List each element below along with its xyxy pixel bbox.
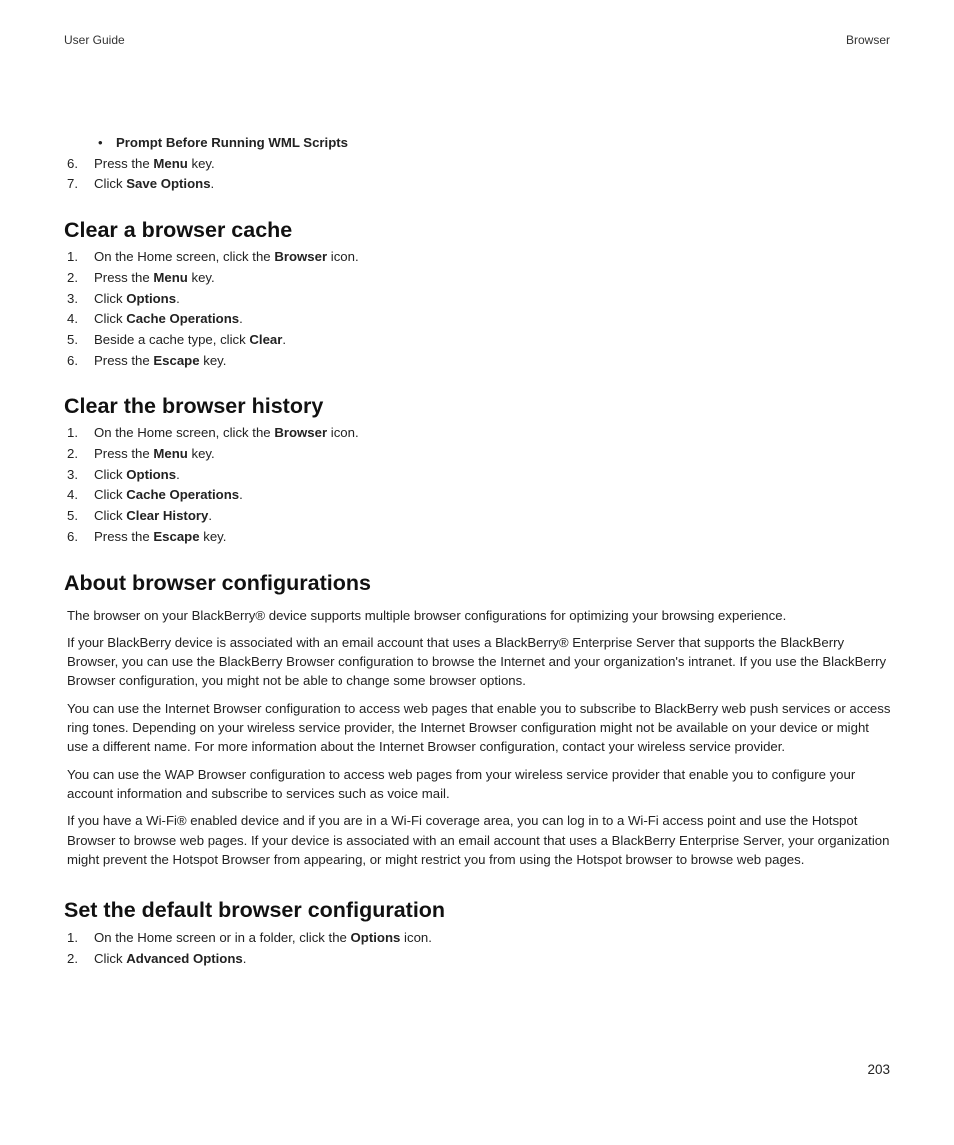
section-title-clear-history: Clear the browser history xyxy=(64,394,324,419)
continued-steps-list xyxy=(64,133,892,195)
list-item: 1. On the Home screen or in a folder, click the Options icon. xyxy=(67,930,432,946)
clear-history-steps xyxy=(64,423,892,547)
list-item: 1. On the Home screen, click the Browser icon. xyxy=(67,249,359,265)
list-item: 5. Click Clear History. xyxy=(67,508,213,524)
list-item: 2. Click Advanced Options. xyxy=(67,950,247,966)
list-item: • Prompt Before Running WML Scripts xyxy=(64,133,892,154)
running-header-left: User Guide xyxy=(64,33,125,47)
running-header-right: Browser xyxy=(845,33,890,47)
body-paragraph: If you have a Wi-Fi® enabled device and if you are in a Wi-Fi coverage area, you can log in to a Wi-Fi access point and use the Hotspot Browser to browse web pages. If your device is associated with an email account that uses a BlackBerry Enterprise Server, your organization might prevent the Hotspot Browser from appearing, or might restrict you from using the Hotspot browser to browse web pages. xyxy=(67,813,890,867)
list-item: 1. On the Home screen, click the Browser icon. xyxy=(67,425,359,441)
page-number: 203 xyxy=(867,1062,890,1077)
list-item: 6. Press the Escape key. xyxy=(67,352,227,368)
body-paragraph: If your BlackBerry device is associated with an email account that uses a BlackBerry® Enterprise Server that supports the BlackBerry Browser, you can use the BlackBerry Browser configuration to browse the Internet and your organization's intranet. If you use the BlackBerry Browser configuration, you might not be able to change some browser options. xyxy=(67,634,887,689)
default-configuration-steps xyxy=(64,928,892,969)
list-item: 2. Press the Menu key. xyxy=(67,269,215,285)
body-paragraph: You can use the Internet Browser configuration to access web pages that enable you to subscribe to BlackBerry web push services or access ring tones. Depending on your wireless service provider, the Internet Browser configuration might not be available on your device or might use a different name. For more information about the Internet Browser configuration, contact your wireless service provider. xyxy=(67,700,891,755)
bullet-icon: • xyxy=(98,135,103,150)
page-content xyxy=(64,133,892,970)
section-title-about-configurations: About browser configurations xyxy=(64,570,371,595)
list-item: 3. Click Options. xyxy=(67,466,180,482)
section-title-default-configuration: Set the default browser configuration xyxy=(64,898,446,923)
body-paragraph: You can use the WAP Browser configuration to access web pages from your wireless service provider that enable you to configure your account information and subscribe to services such as voice mail. xyxy=(67,766,856,801)
list-item: 6. Press the Escape key. xyxy=(67,528,227,544)
list-item: 4. Click Cache Operations. xyxy=(67,487,243,503)
list-item: 4. Click Cache Operations. xyxy=(67,311,243,327)
list-item: 6. Press the Menu key. xyxy=(67,155,215,171)
clear-cache-steps xyxy=(64,247,892,371)
list-item: 3. Click Options. xyxy=(67,290,180,306)
body-paragraph: The browser on your BlackBerry® device supports multiple browser configurations for optimizing your browsing experience. xyxy=(67,607,787,623)
section-title-clear-cache: Clear a browser cache xyxy=(64,218,293,243)
list-item: 5. Beside a cache type, click Clear. xyxy=(67,331,287,347)
list-item: 2. Press the Menu key. xyxy=(67,446,215,462)
list-item: 7. Click Save Options. xyxy=(67,176,215,192)
